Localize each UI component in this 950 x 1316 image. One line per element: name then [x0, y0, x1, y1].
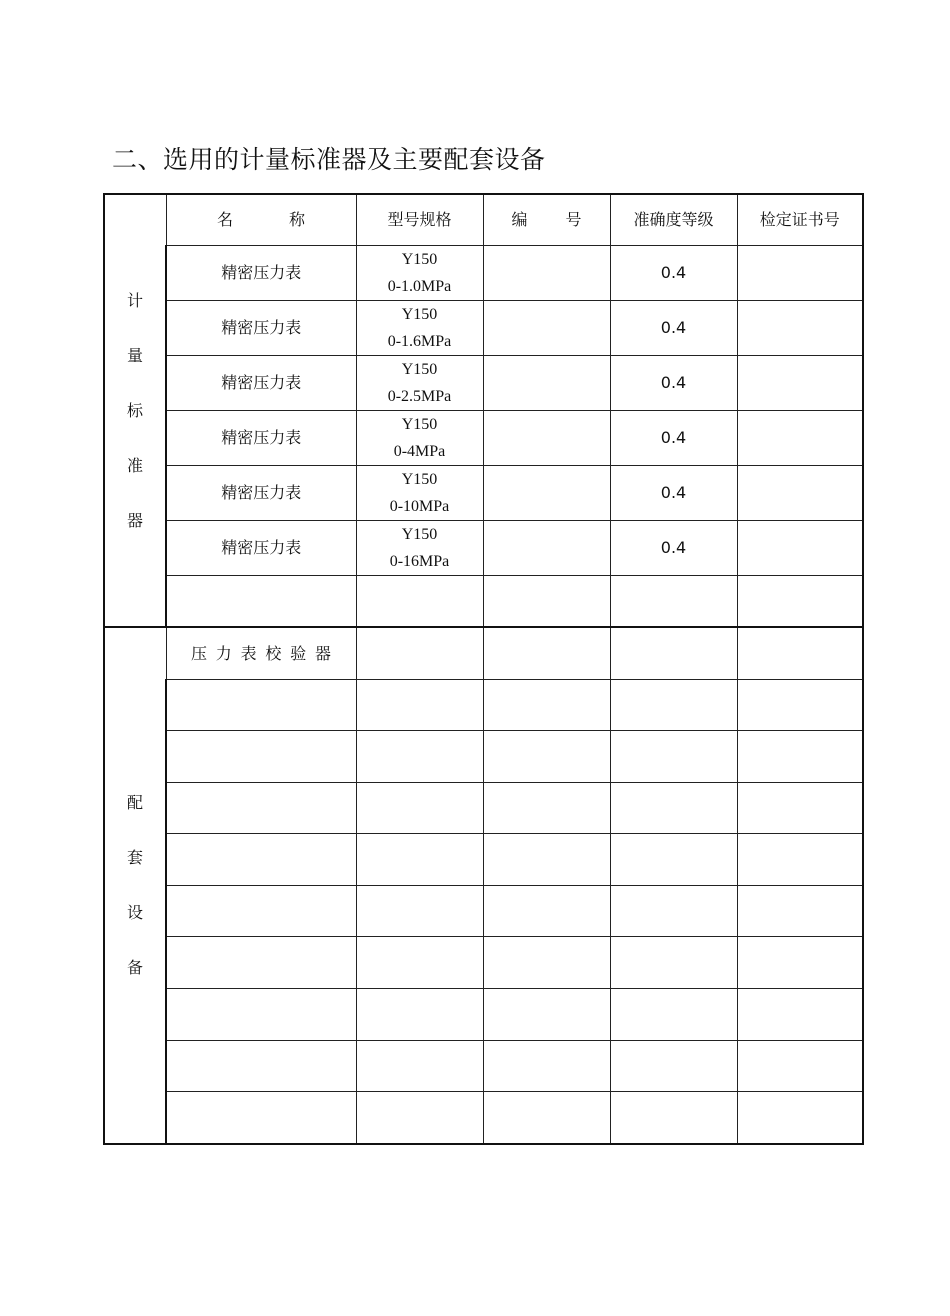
empty-cell	[356, 885, 483, 937]
empty-cell	[483, 989, 610, 1041]
empty-cell	[483, 937, 610, 989]
row-number	[483, 300, 610, 355]
empty-cell	[166, 989, 356, 1041]
empty-cell	[356, 627, 483, 679]
table-row-empty	[104, 937, 863, 989]
table-row-empty	[104, 989, 863, 1041]
empty-cell	[483, 575, 610, 627]
header-number: 编 号	[483, 194, 610, 245]
table-row	[104, 355, 863, 410]
table-row-empty	[104, 575, 863, 627]
table-row	[104, 300, 863, 355]
empty-cell	[737, 731, 863, 783]
header-certificate: 检定证书号	[737, 194, 863, 245]
empty-cell	[356, 1040, 483, 1092]
table-row	[104, 520, 863, 575]
table-row-empty	[104, 834, 863, 886]
empty-cell	[737, 989, 863, 1041]
row-accuracy: 0.4	[610, 300, 737, 355]
empty-cell	[610, 627, 737, 679]
row-number	[483, 245, 610, 300]
empty-cell	[166, 937, 356, 989]
empty-cell	[737, 782, 863, 834]
row-certificate	[737, 355, 863, 410]
equipment-side-label: 配 套 设 备	[126, 792, 143, 977]
empty-cell	[166, 782, 356, 834]
row-certificate	[737, 300, 863, 355]
row-certificate	[737, 245, 863, 300]
standards-side-label-cell	[104, 194, 166, 627]
empty-cell	[166, 834, 356, 886]
table-row-empty	[104, 1092, 863, 1144]
empty-cell	[737, 1092, 863, 1144]
table-row-empty	[104, 679, 863, 731]
empty-cell	[610, 834, 737, 886]
row-model: Y150 0-2.5MPa	[356, 355, 483, 410]
row-accuracy: 0.4	[610, 465, 737, 520]
empty-cell	[483, 1092, 610, 1144]
row-name: 精密压力表	[166, 355, 356, 410]
equipment-side-label-cell	[104, 627, 166, 1144]
empty-cell	[737, 679, 863, 731]
empty-cell	[483, 731, 610, 783]
empty-cell	[483, 782, 610, 834]
row-model: Y150 0-4MPa	[356, 410, 483, 465]
empty-cell	[356, 575, 483, 627]
table-row-empty	[104, 885, 863, 937]
table-row	[104, 245, 863, 300]
empty-cell	[483, 679, 610, 731]
empty-cell	[166, 1040, 356, 1092]
empty-cell	[737, 1040, 863, 1092]
row-certificate	[737, 410, 863, 465]
empty-cell	[483, 834, 610, 886]
equipment-first-item: 压 力 表 校 验 器	[166, 627, 356, 679]
empty-cell	[356, 989, 483, 1041]
row-model: Y150 0-16MPa	[356, 520, 483, 575]
standards-equipment-table	[103, 193, 864, 1145]
empty-cell	[610, 575, 737, 627]
empty-cell	[610, 937, 737, 989]
row-number	[483, 520, 610, 575]
empty-cell	[356, 679, 483, 731]
row-name: 精密压力表	[166, 300, 356, 355]
empty-cell	[737, 627, 863, 679]
empty-cell	[483, 627, 610, 679]
empty-cell	[483, 885, 610, 937]
row-accuracy: 0.4	[610, 355, 737, 410]
row-accuracy: 0.4	[610, 520, 737, 575]
row-model: Y150 0-10MPa	[356, 465, 483, 520]
empty-cell	[737, 885, 863, 937]
row-name: 精密压力表	[166, 245, 356, 300]
empty-cell	[610, 679, 737, 731]
empty-cell	[737, 937, 863, 989]
empty-cell	[166, 575, 356, 627]
empty-cell	[610, 782, 737, 834]
empty-cell	[483, 1040, 610, 1092]
header-model: 型号规格	[356, 194, 483, 245]
empty-cell	[166, 679, 356, 731]
row-name: 精密压力表	[166, 520, 356, 575]
row-model: Y150 0-1.0MPa	[356, 245, 483, 300]
empty-cell	[737, 575, 863, 627]
empty-cell	[737, 834, 863, 886]
table-row	[104, 627, 863, 679]
table-row-empty	[104, 782, 863, 834]
row-number	[483, 465, 610, 520]
empty-cell	[610, 1040, 737, 1092]
table-row-empty	[104, 731, 863, 783]
empty-cell	[356, 782, 483, 834]
table-row	[104, 465, 863, 520]
page-title: 二、选用的计量标准器及主要配套设备	[112, 145, 546, 174]
empty-cell	[356, 1092, 483, 1144]
row-name: 精密压力表	[166, 410, 356, 465]
empty-cell	[610, 1092, 737, 1144]
header-accuracy: 准确度等级	[610, 194, 737, 245]
row-model: Y150 0-1.6MPa	[356, 300, 483, 355]
row-number	[483, 410, 610, 465]
empty-cell	[356, 834, 483, 886]
row-accuracy: 0.4	[610, 410, 737, 465]
empty-cell	[166, 1092, 356, 1144]
row-number	[483, 355, 610, 410]
table-row-empty	[104, 1040, 863, 1092]
standards-side-label: 计 量 标 准 器	[126, 290, 143, 530]
empty-cell	[610, 885, 737, 937]
row-accuracy: 0.4	[610, 245, 737, 300]
header-row	[104, 194, 863, 245]
empty-cell	[356, 731, 483, 783]
empty-cell	[166, 885, 356, 937]
table-row	[104, 410, 863, 465]
empty-cell	[356, 937, 483, 989]
row-certificate	[737, 465, 863, 520]
empty-cell	[610, 989, 737, 1041]
empty-cell	[166, 731, 356, 783]
header-name: 名 称	[166, 194, 356, 245]
row-name: 精密压力表	[166, 465, 356, 520]
empty-cell	[610, 731, 737, 783]
row-certificate	[737, 520, 863, 575]
